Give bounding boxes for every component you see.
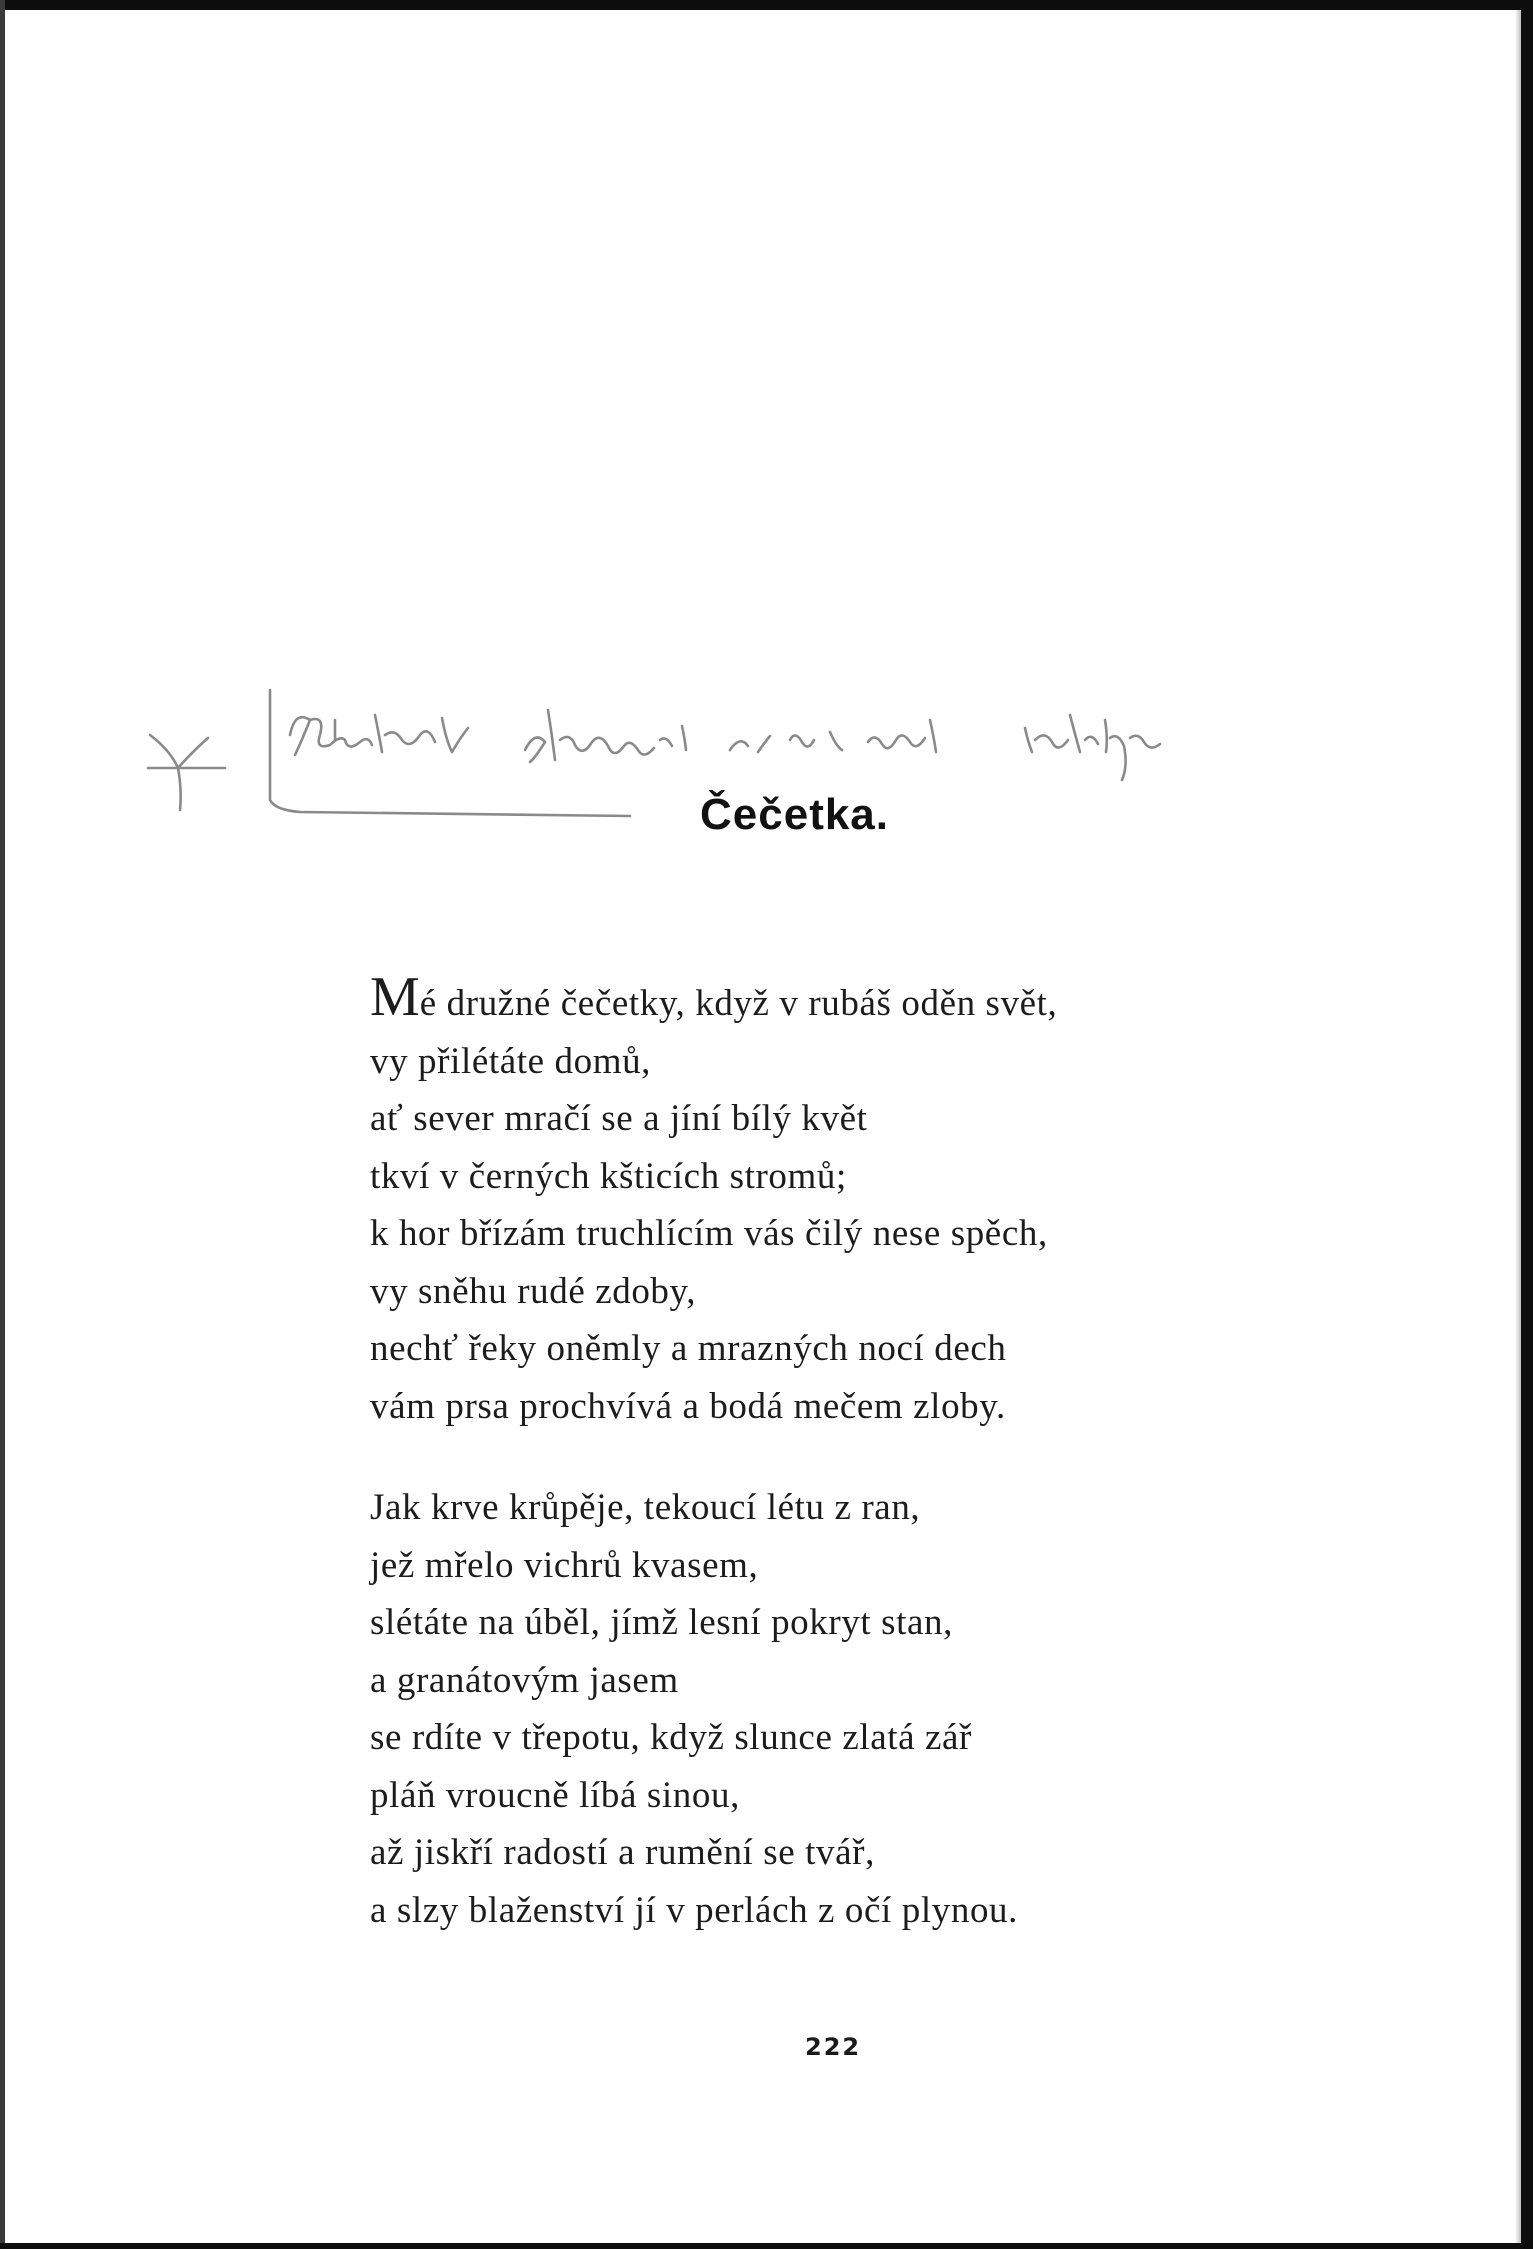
stanza-2 xyxy=(370,1479,1350,1939)
poem-line: nechť řeky oněmly a mrazných nocí dech xyxy=(370,1328,1007,1369)
poem-line: pláň vroucně líbá sinou, xyxy=(370,1774,740,1816)
poem-line: a slzy blaženství jí v perlách z očí plynou. xyxy=(370,1889,1019,1931)
poem-line: jež mřelo vichrů kvasem, xyxy=(370,1544,759,1586)
poem-line: vy přilétáte domů, xyxy=(370,1040,652,1082)
scan-border-top xyxy=(0,0,1533,10)
poem-line: se rdíte v třepotu, když slunce zlatá zář xyxy=(370,1717,972,1758)
poem-line: k hor břízám truchlícím vás čilý nese spěch, xyxy=(370,1213,1048,1254)
poem-line: ať sever mračí se a jíní bílý květ xyxy=(370,1098,868,1139)
poem-line: Jak krve krůpěje, tekoucí létu z ran, xyxy=(370,1487,921,1528)
poem-line: až jiskří radostí a rumění se tvář, xyxy=(370,1832,875,1873)
poem-line xyxy=(370,966,1350,1033)
scan-border-bottom xyxy=(0,2243,1533,2249)
poem-line: vy sněhu rudé zdoby, xyxy=(370,1270,697,1312)
drop-cap: M xyxy=(370,966,420,1028)
poem-line: a granátovým jasem xyxy=(370,1659,679,1701)
poem-line: tkví v černých kšticích stromů; xyxy=(370,1155,847,1197)
poem-line: slétáte na úběl, jímž lesní pokryt stan, xyxy=(370,1602,953,1643)
scan-border-right xyxy=(1521,0,1533,2249)
page-edge-shadow xyxy=(1515,10,1521,2243)
page-number: 222 xyxy=(805,2033,862,2061)
poem-line-text: é družné čečetky, když v rubáš oděn svět, xyxy=(419,983,1058,1024)
poem-line: vám prsa prochvívá a bodá mečem zloby. xyxy=(370,1385,1006,1427)
poem-body xyxy=(370,966,1350,1983)
stanza-1 xyxy=(370,966,1350,1435)
scan-border-left xyxy=(0,0,5,2249)
poem-title: Čečetka. xyxy=(700,790,890,839)
